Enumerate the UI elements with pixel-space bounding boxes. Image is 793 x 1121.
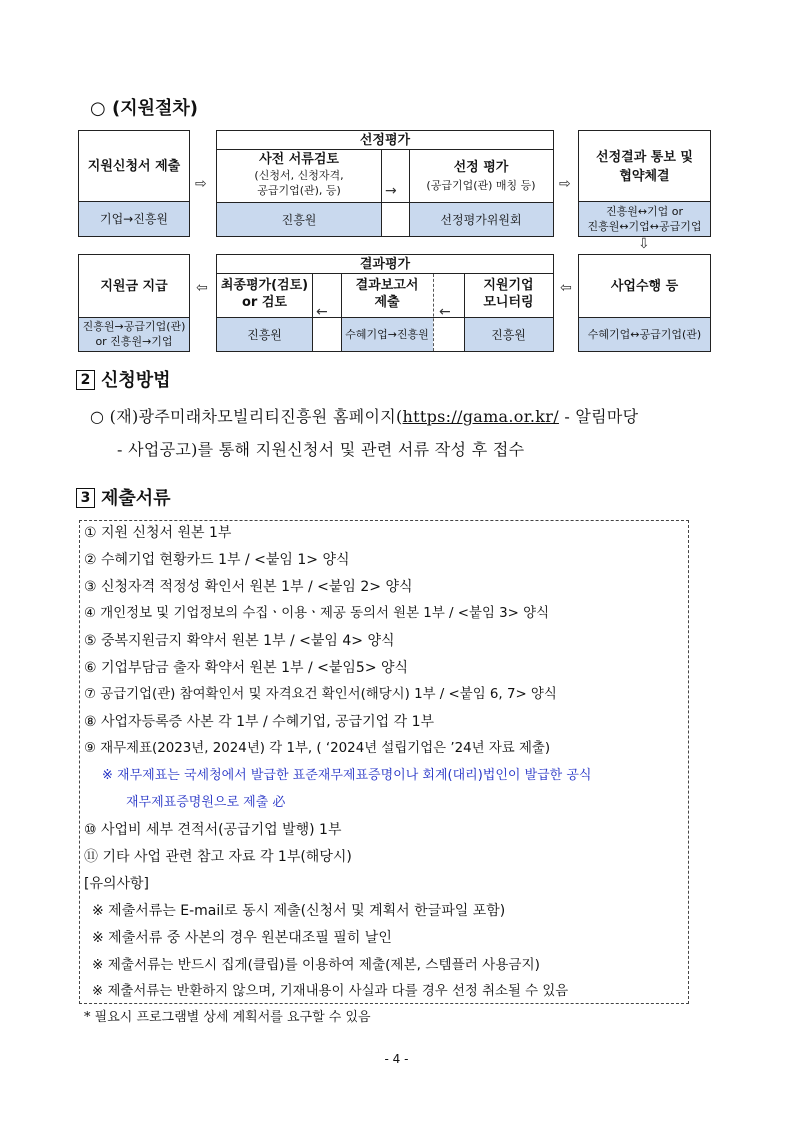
caution-1: ※ 제출서류는 E-mail로 동시 제출(신청서 및 계획서 한글파일 포함) (92, 903, 506, 919)
section2-heading (76, 366, 171, 392)
arrow-left-1: ⇦ (196, 280, 208, 296)
step-apply-box (78, 130, 190, 237)
arrow-thin-left-2: ← (439, 304, 451, 320)
doc-item-4: ④ 개인정보 및 기업정보의 수집ㆍ이용ㆍ제공 동의서 원본 1부 / <붙임 3> 양식 (84, 606, 550, 621)
section2-line1-post: - 알림마당 (558, 407, 639, 426)
arrow-left-2: ⇦ (560, 280, 572, 296)
final-title-1: 최종평가(검토) (220, 278, 309, 293)
result-who-1: 진흥원↔기업 or (605, 205, 684, 218)
payment-who-2: or 진흥원→기업 (95, 335, 173, 348)
procedure-heading: ○ (지원절차) (90, 98, 198, 119)
doc-item-5: ⑤ 중복지원금지 확약서 원본 1부 / <붙임 4> 양식 (84, 633, 395, 649)
step-result-box (578, 130, 711, 237)
final-who: 진흥원 (217, 318, 312, 351)
report-title-2: 제출 (374, 295, 400, 310)
monitor-title-2: 모니터링 (483, 295, 534, 310)
page-number: - 4 - (384, 1052, 409, 1066)
doc-item-3: ③ 신청자격 적정성 확인서 원본 1부 / <붙임 2> 양식 (84, 579, 413, 595)
doc-item-9: ⑨ 재무제표(2023년, 2024년) 각 1부, ( ‘2024년 설립기업은 ’24년 자료 제출) (84, 741, 551, 756)
execution-title: 사업수행 등 (610, 278, 679, 294)
homepage-link[interactable]: https://gama.or.kr/ (402, 407, 559, 426)
section2-line2: - 사업공고)를 통해 지원신청서 및 관련 서류 작성 후 접수 (117, 440, 525, 459)
section2-number: 2 (76, 370, 95, 390)
section2-line1 (90, 404, 638, 427)
section3-number: 3 (76, 488, 95, 508)
result-who-2: 진흥원↔기업↔공급기업 (587, 220, 702, 233)
section2-line1-pre: ○ (재)광주미래차모빌리티진흥원 홈페이지( (90, 407, 403, 426)
final-title-2: or 검토 (242, 295, 287, 310)
result-title-1: 선정결과 통보 및 (596, 150, 693, 165)
doc-note-1: ※ 재무제표는 국세청에서 발급한 표준재무제표증명이나 회계(대리)법인이 발급한 공식 (102, 768, 592, 783)
arrow-thin-right: → (385, 183, 397, 199)
doc-item-1: ① 지원 신청서 원본 1부 (84, 525, 232, 541)
footnote: * 필요시 프로그램별 상세 계획서를 요구할 수 있음 (84, 1010, 371, 1025)
doc-item-11: ⑪ 기타 사업 관련 참고 자료 각 1부(해당시) (84, 849, 352, 865)
step-execution-box (578, 254, 711, 352)
eval-detail: (공급기업(관) 매칭 등) (426, 179, 536, 192)
eval-who: 선정평가위원회 (409, 203, 553, 236)
step-payment-box (78, 254, 190, 352)
section3-title: 제출서류 (101, 488, 171, 509)
section2-title: 신청방법 (101, 370, 171, 391)
arrow-right-1: ⇨ (195, 176, 207, 192)
eval-title: 선정 평가 (453, 160, 509, 175)
payment-who-1: 진흥원→공급기업(관) (82, 320, 186, 333)
result-title-2: 협약체결 (619, 169, 670, 184)
step-apply-title: 지원신청서 제출 (87, 158, 181, 174)
caution-3: ※ 제출서류는 반드시 집게(클립)를 이용하여 제출(제본, 스템플러 사용금지) (92, 957, 540, 973)
pre-review-detail-1: (신청서, 신청자격, (254, 169, 344, 182)
monitor-title-1: 지원기업 (483, 278, 534, 293)
report-who: 수혜기업→진흥원 (341, 318, 433, 351)
doc-item-10: ⑩ 사업비 세부 견적서(공급기업 발행) 1부 (84, 822, 342, 838)
payment-title: 지원금 지급 (100, 278, 168, 294)
step-selection-header: 선정평가 (359, 132, 411, 148)
arrow-thin-left-1: ← (316, 304, 328, 320)
report-title-1: 결과보고서 (355, 278, 419, 293)
pre-review-detail-2: 공급기업(관), 등) (257, 184, 341, 197)
result-eval-header: 결과평가 (359, 256, 411, 272)
caution-title: [유의사항] (84, 876, 150, 892)
arrow-right-2: ⇨ (559, 176, 571, 192)
doc-item-7: ⑦ 공급기업(관) 참여확인서 및 자격요건 확인서(해당시) 1부 / <붙임 6, 7> 양식 (84, 687, 557, 702)
step-apply-who: 기업→진흥원 (79, 202, 189, 236)
doc-note-2: 재무제표증명원으로 제출 必 (126, 795, 286, 810)
caution-4: ※ 제출서류는 반환하지 않으며, 기재내용이 사실과 다를 경우 선정 취소될 수 있음 (92, 984, 569, 999)
monitor-who: 진흥원 (464, 318, 553, 351)
doc-item-8: ⑧ 사업자등록증 사본 각 1부 / 수혜기업, 공급기업 각 1부 (84, 714, 435, 730)
section3-heading (76, 484, 171, 510)
pre-review-who: 진흥원 (217, 203, 381, 236)
arrow-down: ⇩ (638, 236, 650, 252)
pre-review-title: 사전 서류검토 (259, 152, 339, 167)
step-selection-box (216, 130, 554, 237)
doc-item-6: ⑥ 기업부담금 출자 확약서 원본 1부 / <붙임5> 양식 (84, 660, 409, 676)
step-result-eval-box (216, 254, 554, 352)
caution-2: ※ 제출서류 중 사본의 경우 원본대조필 필히 날인 (92, 930, 392, 946)
execution-who: 수혜기업↔공급기업(관) (579, 318, 710, 351)
doc-item-2: ② 수혜기업 현황카드 1부 / <붙임 1> 양식 (84, 552, 350, 568)
